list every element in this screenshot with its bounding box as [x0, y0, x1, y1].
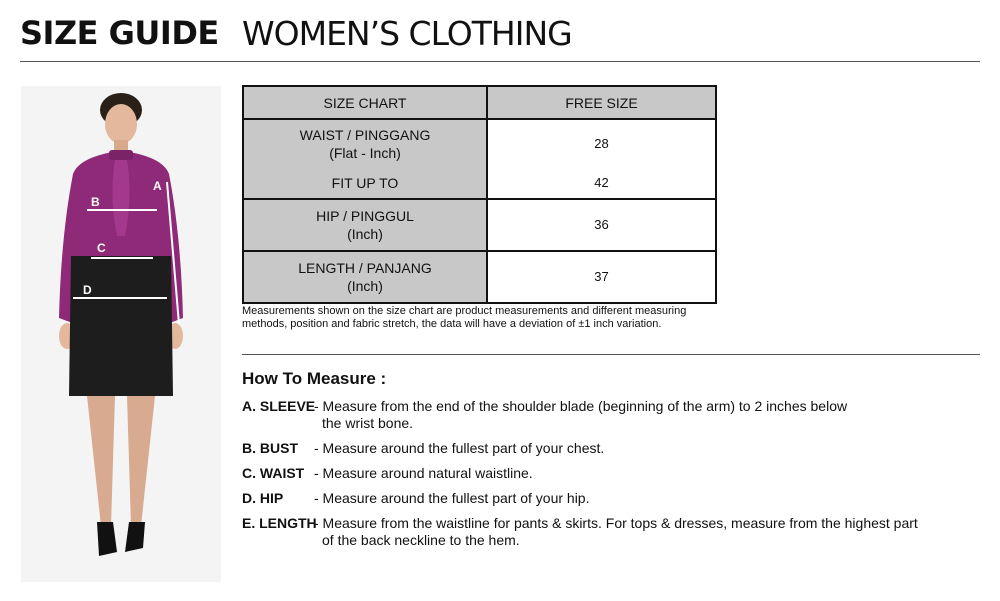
instruction-term: C. WAIST — [242, 465, 305, 481]
instruction-text-cont: of the back neckline to the hem. — [322, 532, 520, 548]
waist-value-cell — [487, 119, 716, 199]
instruction-term: D. HIP — [242, 490, 284, 506]
waist-label-line2: (Flat - Inch) — [329, 145, 401, 162]
header-free-size: FREE SIZE — [487, 86, 716, 119]
instruction-text-cont: the wrist bone. — [322, 415, 414, 431]
header-divider — [20, 61, 980, 62]
page-subtitle: WOMEN’S CLOTHING — [242, 14, 572, 53]
instruction-term: E. LENGTH — [242, 515, 317, 531]
instruction-term: B. BUST — [242, 440, 298, 456]
length-label-line2: (Inch) — [347, 278, 383, 294]
instruction-text: - Measure from the waistline for pants & skirts. For tops & dresses, measure from the highest part — [314, 515, 918, 531]
waist-value: 28 — [594, 136, 609, 152]
length-value: 37 — [487, 251, 716, 303]
waist-label-cell — [243, 119, 487, 199]
instruction-term: A. SLEEVE — [242, 398, 316, 414]
waist-label — [244, 120, 486, 169]
hip-label-line1: HIP / PINGGUL — [316, 208, 414, 224]
table-header-row — [243, 86, 716, 119]
label-a: A — [153, 179, 162, 193]
model-photo — [21, 86, 221, 582]
page-title: SIZE GUIDE — [20, 14, 219, 52]
size-chart-table — [242, 85, 717, 304]
hip-value: 36 — [487, 199, 716, 251]
instruction-text: - Measure around natural waistline. — [314, 465, 533, 481]
hip-label — [243, 199, 487, 251]
waist-label-line1: WAIST / PINGGANG — [299, 127, 431, 144]
label-d: D — [83, 283, 92, 297]
fit-up-to-label: FIT UP TO — [331, 175, 399, 192]
table-row — [243, 251, 716, 303]
header-size-chart: SIZE CHART — [243, 86, 487, 119]
model-illustration — [21, 86, 221, 582]
label-c: C — [97, 241, 106, 255]
table-row — [243, 119, 716, 199]
instruction-text: - Measure around the fullest part of your hip. — [314, 490, 590, 506]
section-divider — [242, 354, 980, 355]
label-b: B — [91, 195, 100, 209]
measurement-note — [242, 305, 762, 331]
fit-up-to-value: 42 — [594, 175, 609, 191]
table-row — [243, 199, 716, 251]
length-label-line1: LENGTH / PANJANG — [298, 260, 432, 276]
how-to-measure-title: How To Measure : — [242, 369, 387, 388]
instruction-text: - Measure around the fullest part of your chest. — [314, 440, 605, 456]
note-line-1: Measurements shown on the size chart are product measurements and different measuring — [242, 305, 687, 317]
instruction-text: - Measure from the end of the shoulder blade (beginning of the arm) to 2 inches below — [314, 398, 848, 414]
note-line-2: methods, position and fabric stretch, the data will have a deviation of ±1 inch variation. — [242, 318, 662, 330]
length-label — [243, 251, 487, 303]
hip-label-line2: (Inch) — [347, 226, 383, 242]
